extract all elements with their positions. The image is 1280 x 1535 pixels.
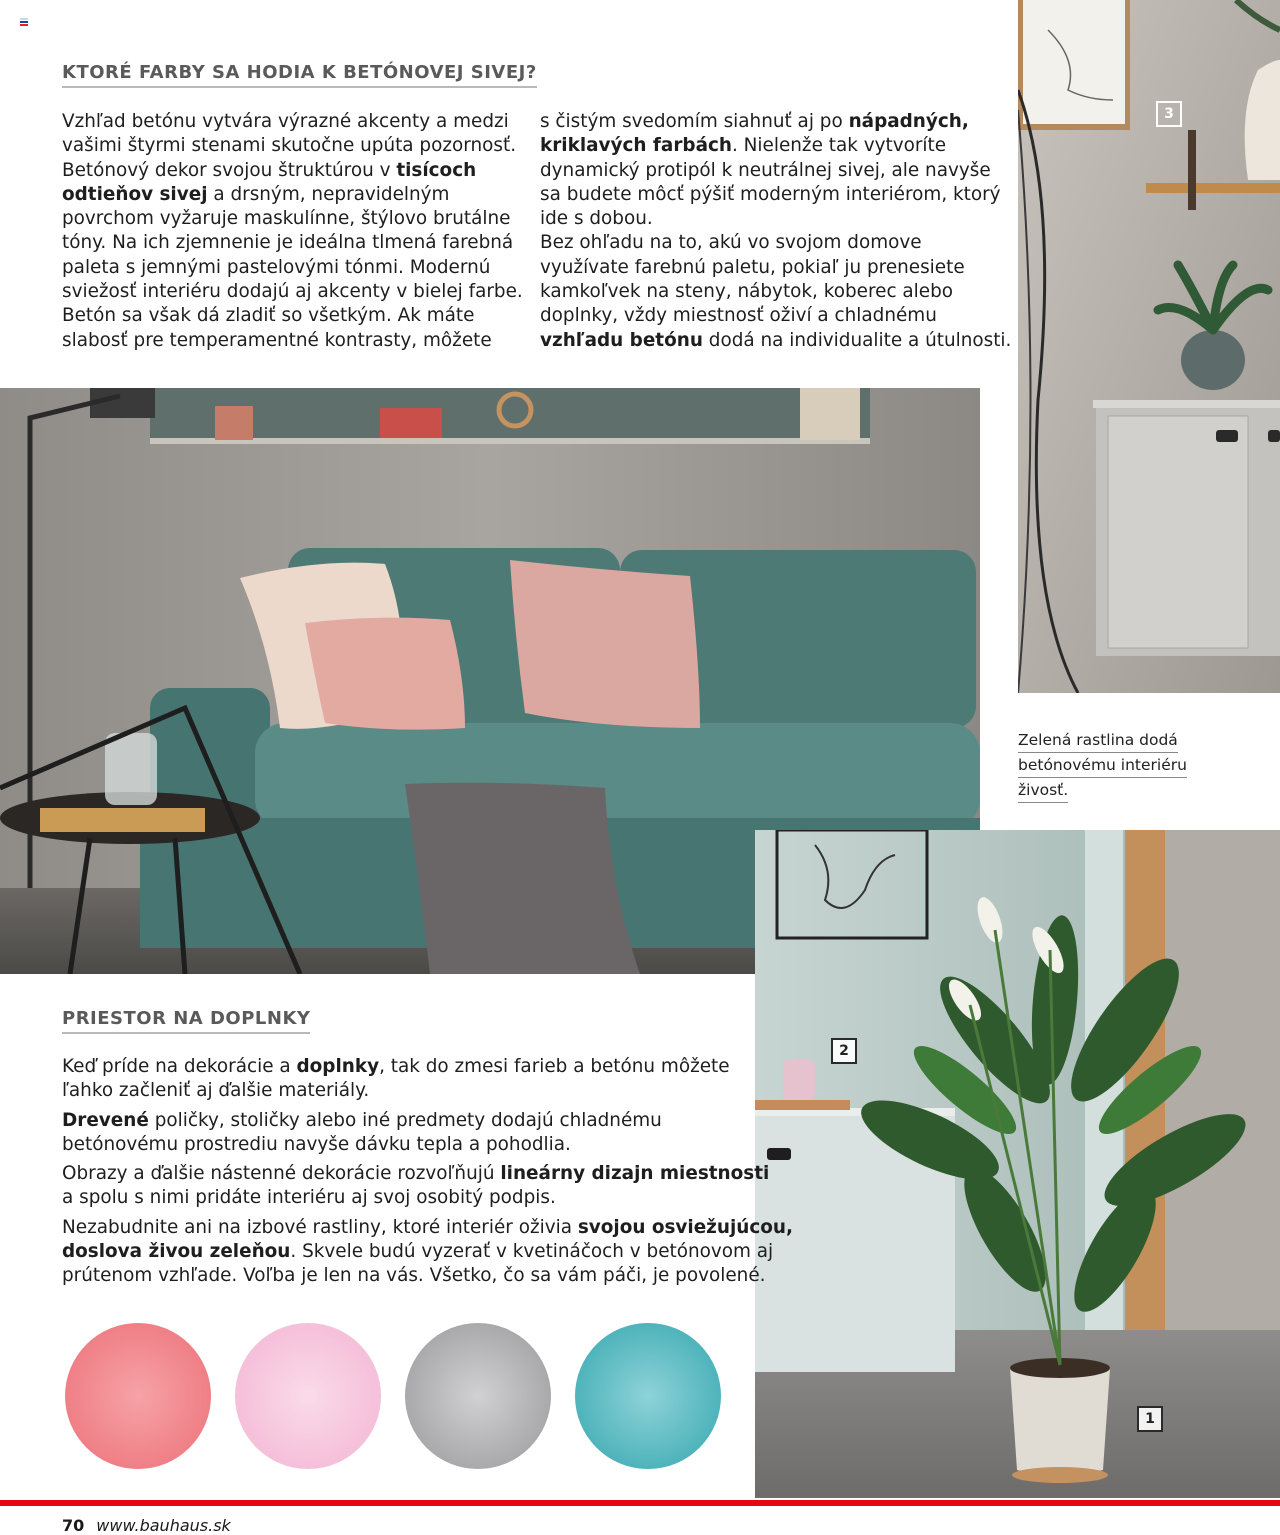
text-line: povrchom vyžaruje maskulínne, štýlovo brutálne xyxy=(62,208,511,230)
page-number: 70 xyxy=(62,1516,85,1535)
paragraph: Nezabudnite ani na izbové rastliny, ktoré interiér oživia svojou osviežujúcou, doslova živou zeleňou. Skvele budú vyzerať v kvetináčoch v betónovom aj prútenom vzhľade. Voľba je len na vás. Všetko, čo sa vám páči, je povolené. xyxy=(62,1216,793,1287)
text-line: dynamický protipól k neutrálnej sivej, ale navyše xyxy=(540,159,991,181)
caption-line: betónovému interiéru xyxy=(1018,753,1187,778)
swatch-pink xyxy=(235,1323,381,1469)
swatch-grey xyxy=(405,1323,551,1469)
article-column-1 xyxy=(62,110,523,353)
website-link[interactable]: www.bauhaus.sk xyxy=(96,1516,231,1535)
text-line: využívate farebnú paletu, pokiaľ ju prenesiete xyxy=(540,256,965,278)
text-line: doplnky, vždy miestnosť oživí a chladnému xyxy=(540,305,937,327)
text-line: Betónový dekor svojou štruktúrou v tisícoch xyxy=(62,159,477,181)
text-line: vašimi štyrmi stenami skutočne upúta pozornosť. xyxy=(62,135,517,157)
text-line: Betón sa však dá zladiť so všetkým. Ak máte xyxy=(62,305,475,327)
text-line: ide s dobou. xyxy=(540,208,653,230)
text-line: tóny. Na ich zjemnenie je ideálna tlmená farebná xyxy=(62,232,514,254)
paragraph: Obrazy a ďalšie nástenné dekorácie rozvoľňujú lineárny dizajn miestnosti a spolu s nimi pridáte interiéru aj svoj osobitý podpis. xyxy=(62,1163,770,1209)
swatch-coral xyxy=(65,1323,211,1469)
article-section-2 xyxy=(62,1055,793,1294)
photo-badge-1: 1 xyxy=(1137,1406,1163,1432)
photo-badge-3: 3 xyxy=(1156,101,1182,127)
text-line: kamkoľvek na steny, nábytok, koberec alebo xyxy=(540,281,954,303)
text-line: sa budete môcť pýšiť moderným interiérom, ktorý xyxy=(540,183,1001,205)
swatch-teal xyxy=(575,1323,721,1469)
section-title-colors: KTORÉ FARBY SA HODIA K BETÓNOVEJ SIVEJ? xyxy=(62,62,537,88)
text-line: sviežosť interiéru dodajú aj akcenty v bielej farbe. xyxy=(62,281,523,303)
footer xyxy=(62,1516,231,1535)
color-swatches xyxy=(58,1316,738,1482)
photo-plant-corner xyxy=(755,830,1280,1498)
photo-caption xyxy=(1018,728,1187,803)
footer-rule xyxy=(0,1500,1280,1506)
article-column-2 xyxy=(540,110,1012,353)
text-line: Bez ohľadu na to, akú vo svojom domove xyxy=(540,232,922,254)
caption-line: živosť. xyxy=(1018,778,1068,803)
text-line: Vzhľad betónu vytvára výrazné akcenty a medzi xyxy=(62,111,509,132)
photo-badge-2: 2 xyxy=(831,1038,857,1064)
text-line: odtieňov sivej a drsným, nepravidelným xyxy=(62,183,450,205)
text-line: slabosť pre temperamentné kontrasty, môžete xyxy=(62,329,492,351)
text-line: vzhľadu betónu dodá na individualite a útulnosti. xyxy=(540,329,1012,351)
language-flag-icon xyxy=(20,18,28,25)
paragraph: Keď príde na dekorácie a doplnky, tak do zmesi farieb a betónu môžete ľahko začleniť aj ďalšie materiály. xyxy=(62,1056,730,1102)
paragraph: Drevené poličky, stoličky alebo iné predmety dodajú chladnému betónovému prostrediu navyše dávku tepla a pohodlia. xyxy=(62,1109,662,1155)
photo-shelf-plant xyxy=(1018,0,1280,693)
text-line: paleta s jemnými pastelovými tónmi. Modernú xyxy=(62,256,491,278)
section-title-accessories: PRIESTOR NA DOPLNKY xyxy=(62,1008,310,1034)
caption-line: Zelená rastlina dodá xyxy=(1018,728,1178,753)
text-line: s čistým svedomím siahnuť aj po nápadných, xyxy=(540,111,969,132)
text-line: kriklavých farbách. Nielenže tak vytvoríte xyxy=(540,135,947,157)
